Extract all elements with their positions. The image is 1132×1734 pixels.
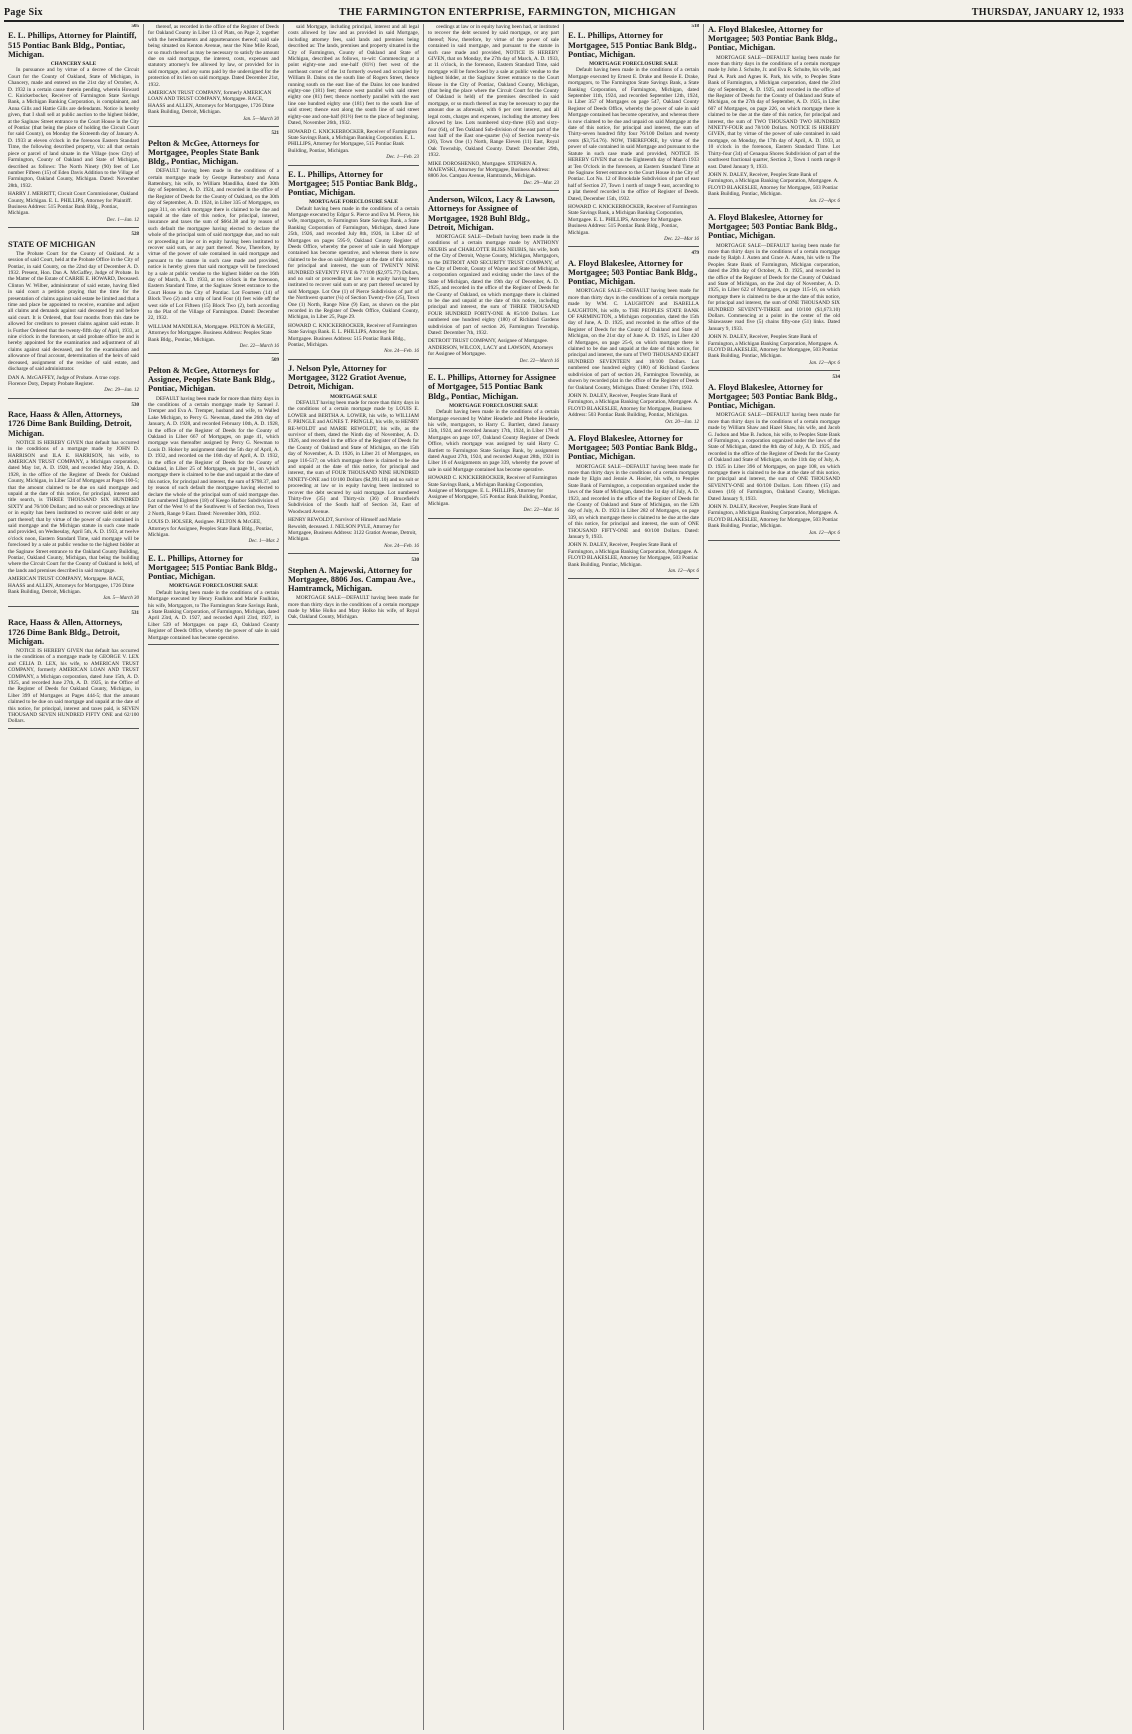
- notice-run-dates: Jan. 12—Apr. 6: [667, 569, 699, 575]
- column-2: [144, 24, 284, 1730]
- notice-heading: A. Floyd Blakeslee, Attorney for Mortgagee; 503 Pontiac Bank Bldg., Pontiac, Michigan.: [708, 382, 838, 411]
- notice-number: 531: [131, 610, 139, 616]
- legal-notice: [568, 24, 699, 247]
- notice-body: DEFAULT having been made for more than thirty days in the conditions of a certain mortgage made by LOUIS E. LOWER and BERTHA A. LOWER, his wife, to WILLIAM F. PRINGLE and AGNES T. PRINGLE, his wife, to HENRY RE-WOLDT and MARIE REWOLDT, his wife, as the survivor of them, dated the Ninth day of November, A. D. 1926, and recorded in the office of the Register of Deeds for the County of Oakland and State of Michigan, on the 15th day of November, A. D. 1926, in Liber 21 of Mortgages, on page 116-517; on which mortgage there is claimed to be due and unpaid at the date of this notice, for principal and interest, the sum of FOUR THOUSAND NINE HUNDRED NINETY-ONE and 10/100 Dollars ($4,991.10) and no suit or proceeding at law or in equity having been instituted to recover the debt secured by said mortgage. Lot numbered Thirty-five (35) and Thirty-six (36) of Brucefield's Subdivision of the South half of Section 34, East of Woodward Avenue.: [288, 399, 419, 515]
- legal-notice: [288, 558, 419, 625]
- legal-notice: [428, 373, 559, 519]
- notice-heading: A. Floyd Blakeslee, Attorney for Mortgagee; 503 Pontiac Bank Bldg., Pontiac, Michigan.: [708, 25, 838, 53]
- notice-number: 534: [832, 375, 840, 381]
- notice-body: In pursuance and by virtue of a decree of the Circuit Court for the County of Oakland, State of Michigan, in Chancery, made and entered on the 21st day of October, A. D. 1932 in a certain cause therein pending, wherein Howard C. Knickerbocker, Receiver of Farmington State Savings Bank, a Michigan Banking Corporation, is complainant, and Anna Gills and Hattie Gills are defendants. Notice is hereby given, that I shall sell at public auction to the highest bidder, at the Saginaw Street entrance to the Court House in the City of Pontiac (that being the place of holding the Circuit Court for said County), on Monday the Sixteenth day of January A. D. 1933 at eleven o'clock in the forenoon Eastern Standard Time, the following described property, viz: all that certain piece or parcel of land situate in the Village (now City) of Farmington, County of Oakland and State of Michigan, described as follows: The North Ninety (90) feet of Lot number Fifteen (15) of Eden Davis Addition to the Village of Farmington, Oakland County, Michigan. Dated: November 28th, 1932.: [8, 67, 139, 189]
- notice-body: DEFAULT having been made for more than thirty days in the conditions of a certain mortgage made by Samuel J. Tremper and Eva A. Tremper, husband and wife, to Walled Lake Michigan, to Percy G. Newman, dated the 26th day of January, A. D. 1928, and recorded February 10th, A. D. 1928, in the office of the Register of Deeds for the County of Oakland in Liber 667 of Mortgages, on page 41, which mortgage was thereafter assigned by Percy G. Newman to Louis D. Holser by assignment dated the 5th day of April, A. D. 1932, and recorded on the 16th day of April, A. D. 1932, in the office of the Register of Deeds for the County of Oakland, in Liber 25 of Mortgages, on page 91, on which mortgage there is claimed to be due and unpaid at the date of this notice, for principal and interest, the sum of $798.37, and by reason of such default the mortgagee having elected to declare the whole of the principal sum of said mortgage due. Lot numbered Eighteen (18) of Keego Harbor Subdivision of Part of the West ½ of the Southwest ¼ of Section two, Town 2 North, Range 9 East. Dated: November 30th, 1932.: [148, 395, 279, 517]
- notice-signature: DETROIT TRUST COMPANY, Assignee of Mortgagee. ANDERSON, WILCOX, LACY and LAWSON, Attorneys for Assignee of Mortgagee.: [428, 338, 554, 358]
- legal-notice: [8, 24, 139, 228]
- notice-signature: HOWARD C. KNICKERBOCKER, Receiver of Farmington State Savings Bank, a Michigan Banking Corporation. E. L. PHILLIPS, Attorney for Mortgagee, 515 Pontiac Bank Building, Pontiac, Michigan.: [288, 128, 418, 154]
- notice-heading: E. L. Phillips, Attorney for Plaintiff, 515 Pontiac Bank Bldg., Pontiac, Michigan.: [8, 31, 137, 59]
- legal-notice: [8, 403, 139, 607]
- notice-signature: HOWARD C. KNICKERBOCKER, Receiver of Farmington State Savings Bank, a Michigan Banking Corporation, Assignee of Mortgagee. E. L. PHILLIPS, Attorney for Assignee of Mortgagee, 515 Pontiac Bank Building, Pontiac, Michigan.: [428, 475, 558, 507]
- notice-run-dates: Dec. 22—Mar. 16: [523, 508, 559, 514]
- notice-body: said Mortgage, including principal, interest and all legal costs allowed by law and as provided in said Mortgage, including attorney fees, said lands and premises being described as: The lands, premises and property situated in the City of Farmington, County of Oakland and State of Michigan, described as follows, to-wit: Commencing at a point eighty-one and one-half (81½) feet west of the northeast corner of the 1st formerly owned and occupied by William B. Dains on the south line of Rogers Street, thence running south on the east line of the Dains lot one hundred eighty-one (181) feet; thence west parallel with said street eighty one (81) feet; thence northerly parallel with the east line one hundred eighty one (181) feet to the south line of said street; thence east along the south line of said street eighty-one and one-half (81½) feet to the place of beginning. Dated, November 26th, 1932.: [288, 24, 419, 127]
- notice-signature: AMERICAN TRUST COMPANY, Mortgagee. RACE, HAASS and ALLEN, Attorneys for Mortgagee, 1726 Dime Bank Building, Detroit, Michigan.: [8, 576, 135, 596]
- notice-heading: Pelton & McGee, Attorneys for Assignee, Peoples State Bank Bldg., Pontiac, Michigan.: [148, 365, 275, 394]
- notice-run-dates: Dec. 22—Mar 16: [664, 236, 699, 242]
- notice-heading: Race, Haass & Allen, Attorneys, 1726 Dime Bank Building, Detroit, Michigan.: [8, 410, 132, 438]
- notice-signature: HARRY J. MERRITT, Circuit Court Commissioner, Oakland County, Michigan. E. L. PHILLIPS, Attorney for Plaintiff. Business Address: 515 Pontiac Bank Bldg., Pontiac, Michigan.: [8, 191, 139, 217]
- notice-subheading: MORTGAGE FORECLOSURE SALE: [309, 199, 398, 206]
- page-label: Page Six: [4, 6, 43, 18]
- column-3: [284, 24, 424, 1730]
- notice-signature: HOWARD C. KNICKERBOCKER, Receiver of Farmington State Savings Bank. E. L. PHILLIPS, Attorney for Mortgagee. Business Address: 515 Pontiac Bank Bldg., Pontiac, Michigan.: [288, 322, 418, 349]
- legal-notice: [288, 170, 419, 360]
- notice-body: The Probate Court for the County of Oakland. At a session of said Court, held at the Probate Office in the City of Pontiac, in said County, on the 22nd day of December A. D. 1932. Present, Hon. Dan A. McGaffey, Judge of Probate. In the Matter of the Estate of CARRIE E. HOWARD, Deceased. Clinton W. Wilber, administrator of said estate, having filed in said court a petition praying that the time for the presentation of claims against said estate be limited and that a time and place be appointed to receive, examine and adjust all claims and demands against said deceased by and before said court. It is Ordered, that four months from this date be allowed for creditors to present claims against said estate. It is Further Ordered that the twenty-fifth day of April, 1933, at nine o'clock in the forenoon, at said probate office be and is hereby appointed for the examination and adjustment of all claims against said deceased, and for the examination and allowance of final account, determination of the heirs of said deceased, assignment of the residue of said estate, and discharge of said administrator.: [8, 250, 139, 373]
- notice-heading: A. Floyd Blakeslee, Attorney for Mortgagee; 503 Pontiac Bank Bldg., Pontiac, Michigan.: [568, 258, 698, 287]
- notice-body: MORTGAGE SALE—DEFAULT having been made for more than thirty days in the conditions of a certain mortgage made by WM. C. LAUGHTON and ISABELLA LAUGHTON, his wife, to THE PEOPLES STATE BANK OF FARMINGTON, a Michigan corporation, dated the 15th day of June, A. D. 1925, and recorded in the office of the Register of Deeds for the County of Oakland and State of Michigan, on the 21st day of June A. D. 1925, in Liber 420 of Mortgages, on page 25-6, on which mortgage there is claimed to be due and unpaid at the date of this notice, for principal and interest, the sum of TWO THOUSAND EIGHT HUNDRED SEVENTEEN and 18/100 Dollars. Lot numbered one hundred eighty (180) of Richland Gardens subdivision of part of section 26, Farmington Township, as shown by recorded plat in the office of the Register of Deeds for Oakland County, Michigan. Dated: October 17th, 1932.: [568, 288, 699, 391]
- notice-heading: Pelton & McGee, Attorneys for Mortgagee, Peoples State Bank Bldg., Pontiac, Michigan.: [148, 138, 260, 166]
- legal-notice: [568, 434, 699, 580]
- notice-signature: JOHN N. DALEY, Receiver, Peoples State Bank of Farmington, a Michigan Banking Corporation, Mortgagee. A. FLOYD BLAKESLEE, Attorney for Mortgagee, 503 Pontiac Bank Building, Pontiac, Michigan.: [708, 334, 839, 360]
- notice-number: 530: [131, 402, 139, 408]
- notice-signature: WILLIAM MANDILKA, Mortgagee. PELTON & McGEE, Attorneys for Mortgagee. Business Address: Peoples State Bank Bldg., Pontiac, Michigan.: [148, 323, 276, 343]
- legal-notice: [288, 364, 419, 554]
- notice-body: MORTGAGE SALE—DEFAULT having been made for more than thirty days in the conditions of a certain mortgage made by John J. Schulte, Jr. and Eva R. Schulte, his wife, and Paul A. Park and Agnes K. Park, his wife, to Peoples State Bank of Farmington, a Michigan corporation, dated the 23rd day of September, A. D. 1925, and recorded in the office of the Register of Deeds for the County of Oakland and State of Michigan, on the 27th day of September, A. D. 1925, in Liber 607 of Mortgages, on page 226, on which mortgage there is claimed to be due at the date of this notice, for principal and interest, the sum of TWO THOUSAND TWO HUNDRED NINETY-FOUR and 78/100 Dollars. NOTICE IS HEREBY GIVEN, that by virtue of the power of sale contained in said mortgage, on Monday, the 17th day of April, A. D. 1933, at 10 o'clock in the forenoon, Eastern Standard Time. Lot Thirty-four (34) of Cenaqua Shores Subdivision of part of the southwest fractional quarter, Section 2, Town 1 north range 8 east. Dated January 9, 1933.: [708, 54, 840, 170]
- notice-signature: JOHN N. DALEY, Receiver, Peoples State Bank of Farmington, a Michigan Banking Corporation, Mortgagee. A. FLOYD BLAKESLEE, Attorney for Mortgagee, 503 Pontiac Bank Building, Pontiac, Michigan.: [708, 171, 839, 198]
- legal-notice: [148, 131, 279, 354]
- notice-body: MORTGAGE SALE—DEFAULT having been made for more than thirty days in the conditions of a certain mortgage made by Elgin and Jennie A. Hosler, his wife, to Peoples State Bank of Farmington, a corporation organized under the laws of the State of Michigan, dated the 1st day of July, A. D. 1923, and recorded in the office of the Register of Deeds for the County of Oakland and State of Michigan, on the 12th day of July, A. D. 1923 in Liber 282 of Mortgages, on page 339, on which mortgage there is claimed to be due at the date of this notice, for principal and interest, the sum of ONE THOUSAND FIFTY-ONE and 60/100 Dollars. Dated: January 9, 1933.: [568, 463, 699, 541]
- notice-run-dates: Jan. 12—Apr. 6: [808, 198, 840, 204]
- notice-number: 479: [691, 251, 699, 257]
- notice-signature: DAN A. McGAFFEY, Judge of Probate. A true copy. Florence Doty, Deputy Probate Register.: [8, 374, 121, 387]
- notice-run-dates: Jan. 5—March 30: [242, 116, 279, 122]
- notice-heading: E. L. Phillips, Attorney for Mortgagee; 515 Pontiac Bank Bldg., Pontiac, Michigan.: [148, 553, 278, 582]
- notice-run-dates: Oct. 20—Jan. 12: [665, 419, 699, 425]
- notice-body: NOTICE IS HEREBY GIVEN that default has occurred in the conditions of a mortgage made by GEORGE V. LEX and CELIA D. LEX, his wife, to AMERICAN TRUST COMPANY, formerly AMERICAN LOAN AND TRUST COMPANY, a Michigan corporation, dated June 15th, A. D. 1925, and recorded June 27th, A. D. 1925, in the Office of the Register of Deeds for Oakland County, Michigan, in Liber 399 of Mortgages at Pages 444-5; that the amount claimed to be due on said mortgage and unpaid at the date of this notice, for principal, interest and taxes paid, is SEVEN THOUSAND SEVEN HUNDRED FIFTY ONE and 62/100 Dollars.: [8, 647, 139, 725]
- notice-run-dates: Nov. 24—Feb. 16: [384, 543, 419, 549]
- legal-notice: [708, 25, 840, 209]
- notice-subheading: CHANCERY SALE: [50, 61, 97, 68]
- legal-notice: [428, 24, 559, 191]
- notice-signature: AMERICAN TRUST COMPANY, formerly AMERICAN LOAN AND TRUST COMPANY, Mortgagee. RACE, HAASS and ALLEN, Attorneys for Mortgagee, 1726 Dime Bank Building, Detroit, Michigan.: [148, 90, 275, 116]
- notice-number: 505: [131, 24, 139, 29]
- notice-signature: JOHN N. DALEY, Receiver, Peoples State Bank of Farmington, a Michigan Banking Corporation, Mortgagee. A. FLOYD BLAKESLEE, Attorney for Mortgagee, 503 Pontiac Bank Building, Pontiac, Michigan.: [568, 542, 699, 568]
- notice-signature: JOHN N. DALEY, Receiver, Peoples State Bank of Farmington, a Michigan Banking Corporation, Mortgagee. A. FLOYD BLAKESLEE, Attorney for Mortgagee, Business Address: 503 Pontiac Bank Building, Pontiac, Michigan.: [568, 392, 699, 419]
- columns: [4, 24, 1128, 1730]
- notice-heading: E. L. Phillips, Attorney for Mortgagee; 515 Pontiac Bank Bldg., Pontiac, Michigan.: [288, 169, 418, 197]
- notice-body: MORTGAGE SALE—Default having been made in the conditions of a certain mortgage made by ANTHONY NEUBIS and CHARLOTTE BLISS NEUBIS, his wife, both of the City of Detroit, Wayne County, Michigan, Mortgagors, to the DETROIT AND SECURITY TRUST COMPANY, of the City of Detroit, County of Wayne and State of Michigan, a corporation organized and existing under the laws of the State of Michigan, dated the 19th day of December, A. D. 1925, and recorded in the office of the Register of Deeds for the County of Oakland, on which mortgage there is claimed to be due and unpaid at the date of this notice, including principal and interest, the sum of THREE THOUSAND FOUR HUNDRED FORTY-ONE & 85/100 Dollars. Lot numbered one hundred eighty (180) of Richland Gardens subdivision of part of section 26, Farmington Township. Dated: December 7th, 1932.: [428, 233, 559, 337]
- notice-number: 518: [691, 24, 699, 29]
- notice-run-dates: Dec. 29—Jan. 12: [104, 388, 139, 394]
- column-1: [4, 24, 144, 1730]
- legal-notice: [148, 358, 279, 549]
- legal-notice: [148, 554, 279, 645]
- notice-run-dates: Dec. 29—Mar. 23: [523, 180, 559, 186]
- notice-number: 509: [271, 358, 279, 364]
- notice-run-dates: Dec. 22—March 16: [239, 344, 279, 350]
- column-5: [564, 24, 704, 1730]
- notice-number: 530: [411, 558, 419, 564]
- issue-date: THURSDAY, JANUARY 12, 1933: [971, 6, 1124, 18]
- notice-body: thereof, as recorded in the office of the Register of Deeds for Oakland County in Liber 13 of Plats, on Page 2, together with the hereditaments and appurtenances thereof; said sale being situated on Kenton Avenue, near the Nine Mile Road, or so much thereof as may be necessary to satisfy the amount due on said mortgage, the interest, costs, expenses and statutory attorney's fee allowed by law, or provided for in said mortgage, and any sums paid by the undersigned for the protection of its lien on said mortgage. Dated December 21st, 1932.: [148, 24, 279, 88]
- notice-subheading: MORTGAGE FORECLOSURE SALE: [449, 402, 538, 409]
- notice-heading: Anderson, Wilcox, Lacy & Lawson, Attorneys for Assignee of Mortgagee, 1928 Buhl Bldg., Detroit, Michigan.: [428, 195, 555, 232]
- newspaper-title: THE FARMINGTON ENTERPRISE, FARMINGTON, MICHIGAN: [338, 6, 676, 18]
- masthead: [4, 4, 1124, 22]
- legal-notice: [428, 195, 559, 369]
- notice-body: Default having been made in the conditions of a certain Mortgage executed by Edgar S. Pierce and Eva M. Pierce, his wife, mortgagors, to Farmington State Savings Bank, a State Banking Corporation of Farmington, Michigan, dated June 25th, 1926, and recorded July 8th, 1926, in Liber 42 of Mortgages on pages 595-9, Oakland County Register of Deeds Office, whereby the power of sale in said Mortgage contained has become operative, and whereas there is now claimed to be due on said Mortgage at the date of this notice, for principal and interest, the sum of TWENTY NINE HUNDRED SEVENTY FIVE & 77/100 ($2,975.77) Dollars, and no suit or proceeding at law or in equity having been instituted to recover said sum or any part thereof secured by said Mortgage. Lot One (1) of Pierce Subdivision of part of the Northwest quarter (¼) of Section Twenty-five (25), Town One (1) North, Range Nine (9) East, as shown on the plat recorded in the Register of Deeds Office, Oakland County, Michigan, in Liber 25, Page 29.: [288, 205, 419, 321]
- notice-heading: J. Nelson Pyle, Attorney for Mortgagee, 3122 Gratiot Avenue, Detroit, Michigan.: [288, 363, 407, 392]
- notice-run-dates: Dec. 22—March 16: [519, 358, 559, 364]
- column-4: [424, 24, 564, 1730]
- notice-body: MORTGAGE SALE—DEFAULT having been made for more than thirty days in the conditions of a certain mortgage made by Ralph J. Auten and Grace A. Auten, his wife to The Peoples State Bank of Farmington, Michigan corporation, dated the 29th day of October, A. D. 1925, and recorded in the office of the Register of Deeds for the County of Oakland and State of Michigan, on the 2nd day of November, A. D. 1925, in Liber 622 of Mortgages, on page 115-16, on which mortgage there is claimed to be due at the date of this notice, for principal and interest, the sum of ONE THOUSAND SIX HUNDRED SEVENTY-THREE and 10/100 ($1,673.10) Dollars. Commencing at a point in the center of the old Shiawassee road five (5) chains fifty-one (51) links. Dated January 9, 1933.: [708, 242, 840, 332]
- notice-run-dates: Jan. 12—Apr. 6: [808, 360, 840, 366]
- notice-run-dates: Nov. 24—Feb. 16: [384, 349, 419, 355]
- notice-subheading: MORTGAGE SALE: [329, 393, 378, 400]
- notice-body: Default having been made in the conditions of a certain Mortgage executed by Henry Faulkins and Marie Faulkins, his wife, Mortgagors, to The Farmington State Savings Bank, a State Banking Corporation, of Farmington, Michigan, dated April 23rd, A. D. 1927, and recorded April 23rd, 1927, in Liber 539 of Mortgages on page 43, Oakland County Register of Deeds Office, whereby the power of sale in said Mortgage contained has become operative.: [148, 589, 279, 641]
- legal-notice: [568, 251, 699, 430]
- notice-signature: MIKE DOROSHENKO, Mortgagee. STEPHEN A. MAJEWSKI, Attorney for Mortgagee, Business Address: 8806 Jos. Campau Avenue, Hamtramck, Michigan.: [428, 160, 550, 180]
- notice-run-dates: Dec. 1—Feb. 23: [386, 155, 419, 161]
- notice-run-dates: Dec. 1—Jan. 12: [106, 217, 139, 223]
- column-6: [704, 24, 844, 1730]
- notice-number: 521: [271, 131, 279, 137]
- notice-body: DEFAULT having been made in the conditions of a certain mortgage made by George Battenbury and Anna Rattenbury, his wife, to William Mandilka, dated the 30th day of September, A. D. 1924, and recorded in the office of the Register of Deeds for the County of Oakland, on the 30th day of September, A. D. 1924, in Liber 335 of Mortgages, on page 311, on which mortgage there is claimed to be due and unpaid at the date of this notice, for principal, interest, insurance and taxes the sum of $664.38 and by reason of such default the mortgagee having elected to declare the whole of the principal sum of said mortgage due, and no suit or proceeding at law or in equity having been instituted to recover said sum, or any part thereof. Now, Therefore, by virtue of the power of sale contained in said mortgage and pursuant to the statute in such case made and provided, notice is hereby given that said mortgage will be foreclosed by a sale at public vendue to the highest bidder on the 16th day of March, A. D. 1933, at ten o'clock in the forenoon, Eastern Standard Time, at the Saginaw Street entrance to the Court House in the City of Pontiac. Lot Fourteen (14) of Block Two (2) and a strip of land Four (4) feet wide off the west side of Lot Fifteen (15) Block Two (2), both according to the Plat of the Village of Farmington. Dated: December 22, 1932.: [148, 168, 279, 322]
- notice-body: Default having been made in the conditions of a certain Mortgage executed by Walter Headerle and Phebe Headerle, his wife, mortgagors, to Harry C. Bartlett, dated January 15th, 1924, and recorded January 17th, 1924, in Liber 178 of Mortgages on page 107, Oakland County Register of Deeds Office, which mortgage was assigned by said Harry C. Bartlett to Farmington State Savings Bank, by assignment dated August 27th, 1924, and recorded August 28th, 1924 in Liber 16 of Assignments on page 339, whereby the power of sale in said Mortgage contained has become operative.: [428, 409, 559, 473]
- notice-body: MORTGAGE SALE—DEFAULT having been made for more than thirty days in the conditions of a certain mortgage made by William Shaw and Hazel Shaw, his wife, and Jacob G. Judson and Mae B. Judson, his wife, to Peoples State Bank of Farmington, a corporation organized under the laws of the State of Michigan, dated the 8th day of July, A. D. 1925, and recorded in the office of the Register of Deeds for the County of Oakland and State of Michigan, on the 11th day of July, A. D. 1925 in Liber 396 of Mortgages, on page 108, on which mortgage there is claimed to be due at the date of this notice, for principal and interest, the sum of ONE THOUSAND SEVENTY-ONE and 60/100 Dollars. Lots fifteen (15) and sixteen (16) of Farmington, Oakland County, Michigan. Dated January 9, 1933.: [708, 412, 840, 502]
- legal-notice: [8, 611, 139, 729]
- legal-notice: [148, 24, 279, 127]
- notice-subheading: MORTGAGE FORECLOSURE SALE: [169, 583, 258, 590]
- notice-signature: HENRY REWOLDT, Survivor of Himself and Marie Rewoldt, deceased. J. NELSON PYLE, Attorney for Mortgagee, Business Address: 3122 Gratiot Avenue, Detroit, Michigan.: [288, 517, 417, 543]
- notice-body: MORTGAGE SALE—DEFAULT having been made for more than thirty days in the conditions of a certain mortgage made by Mike Holko and Mary Holko his wife, of Royal Oak, Oakland County, Michigan.: [288, 595, 419, 621]
- legal-notice: [708, 375, 840, 541]
- notice-body: Default having been made in the conditions of a certain Mortgage executed by Ernest E. Drake and Bessie E. Drake, mortgagors, to The Farmington State Savings Bank, a State Banking Corporation, of Farmington, Michigan, dated September 11th, 1924, and recorded September 12th, 1924, in Liber 357 of Mortgages on page 547, Oakland County Register of Deeds Office, whereby the power of sale in said Mortgage contained has become operative, and whereas there is now claimed to be due and unpaid on said Mortgage at the date of this notice, for principal and interest, the sum of Thirty-seven hundred fifty four 76/100 Dollars and twenty cents ($3,754.76). NOW, THEREFORE, by virtue of the power of sale contained in said Mortgage and pursuant to the Statute in such case made and provided, NOTICE IS HEREBY GIVEN that on the Eighteenth day of March 1933 at Ten O'clock in the forenoon, at Eastern Standard Time at the Saginaw Street entrance to the Court House in the City of Pontiac. Lot No. 12 of Brookdale Subdivision of part of east half of Section 27, Town 1 north of range 9 east, according to a plat thereof recorded in the office of Register of Deeds. Dated, December 15th, 1932.: [568, 67, 699, 202]
- notice-heading: Race, Haass & Allen, Attorneys, 1726 Dime Bank Bldg., Detroit, Michigan.: [8, 618, 123, 646]
- notice-run-dates: Dec. 1—Mar. 2: [248, 539, 279, 545]
- notice-body: ceedings at law or in equity having been had, or instituted to recover the debt secured by said mortgage, or any part thereof; Now, therefore, by virtue of the power of sale contained in said mortgage, and pursuant to the statute in such case made and provided, NOTICE IS HEREBY GIVEN, that on Monday, the 27th day of March, A. D. 1933, at 11 o'clock, in the forenoon, Eastern Standard Time, said mortgage will be foreclosed by a sale at public vendue to the highest bidder, at the Saginaw Street entrance to the Court House in the City of Pontiac, Oakland County, Michigan, (that being the place where the Circuit Court for the County of Oakland is held) of the premises described in said mortgage, or so much thereof as may be necessary to pay the amount due as aforesaid, with 6 per cent interest, and all legal costs, charges and expenses, including the attorney fees allowed by law. Lots numbered sixty-three (63) and sixty-four (64), of Ten Oakland Sub-division of the east part of the east half of the East one-quarter (¼) of Section twenty-six (26), Town One (1) North, Range Eleven (11) East, Royal Oak Township, Oakland County. Dated: December 29th, 1932.: [428, 24, 559, 159]
- notice-run-dates: Jan. 12—Apr. 6: [808, 530, 840, 536]
- legal-notice: [288, 24, 419, 166]
- notice-signature: HOWARD C. KNICKERBOCKER, Receiver of Farmington State Savings Bank, a Michigan Banking Corporation, Mortgagee. E. L. PHILLIPS, Attorney for Mortgagee. Business Address: 515 Pontiac Bank Bldg., Pontiac, Michigan.: [568, 203, 698, 236]
- notice-signature: LOUIS D. HOLSER, Assignee. PELTON & McGEE, Attorneys for Assignee, Peoples State Bank Bldg., Pontiac, Michigan.: [148, 519, 274, 539]
- notice-heading: E. L. Phillips, Attorney for Assignee of Mortgagee, 515 Pontiac Bank Bldg., Pontiac, Michigan.: [428, 373, 556, 401]
- legal-notice: [708, 213, 840, 371]
- notice-heading: A. Floyd Blakeslee, Attorney for Mortgagee; 503 Pontiac Bank Bldg., Pontiac, Michigan.: [708, 212, 838, 241]
- notice-heading: E. L. Phillips, Attorney for Mortgagee, 515 Pontiac Bank Bldg., Pontiac, Michigan.: [568, 31, 697, 59]
- notice-heading: A. Floyd Blakeslee, Attorney for Mortgagee; 503 Pontiac Bank Bldg., Pontiac, Michigan.: [568, 433, 698, 462]
- notice-subheading: MORTGAGE FORECLOSURE SALE: [589, 61, 678, 68]
- notice-heading: STATE OF MICHIGAN: [8, 239, 96, 249]
- notice-body: NOTICE IS HEREBY GIVEN that default has occurred in the conditions of a mortgage made by JOHN D. HARRISON and ILA E. HARRISON, his wife, to AMERICAN TRUST COMPANY, a Michigan corporation, dated May 1st, A. D. 1928, and recorded May 25th, A. D. 1928, in the office of the Register of Deeds for Oakland County, Michigan, in Liber 524 of Mortgages at Pages 100-5; that the amount claimed to be due on said mortgage and unpaid at the date of this notice, for principal, interest and title search, is THREE THOUSAND SIX HUNDRED SIXTY and 76/100 Dollars; and no suit or proceedings at law or in equity has been instituted to recover said debt or any part thereof; that by virtue of the power of sale contained in said mortgage and the Michigan statute in such case made and provided, on Wednesday, April 5th, A. D. 1933, at twelve o'clock noon, Eastern Standard Time, said mortgage will be foreclosed by a sale at public vendue to the highest bidder at the Saginaw Street entrance to the Oakland County Building, Pontiac, Oakland County, Michigan, that being the building where the Circuit Court for the County of Oakland is held, of the lands and premises described in said mortgage.: [8, 439, 139, 574]
- notice-run-dates: Jan. 5—March 30: [102, 596, 139, 602]
- notice-heading: Stephen A. Majewski, Attorney for Mortgagee, 8806 Jos. Campau Ave., Hamtramck, Michigan.: [288, 565, 416, 594]
- notice-signature: JOHN N. DALEY, Receiver, Peoples State Bank of Farmington, a Michigan Banking Corporation, Mortgagee. A. FLOYD BLAKESLEE, Attorney for Mortgagee, 503 Pontiac Bank Building, Pontiac, Michigan.: [708, 503, 839, 530]
- notice-number: 528: [131, 232, 139, 238]
- legal-notice: [8, 232, 139, 399]
